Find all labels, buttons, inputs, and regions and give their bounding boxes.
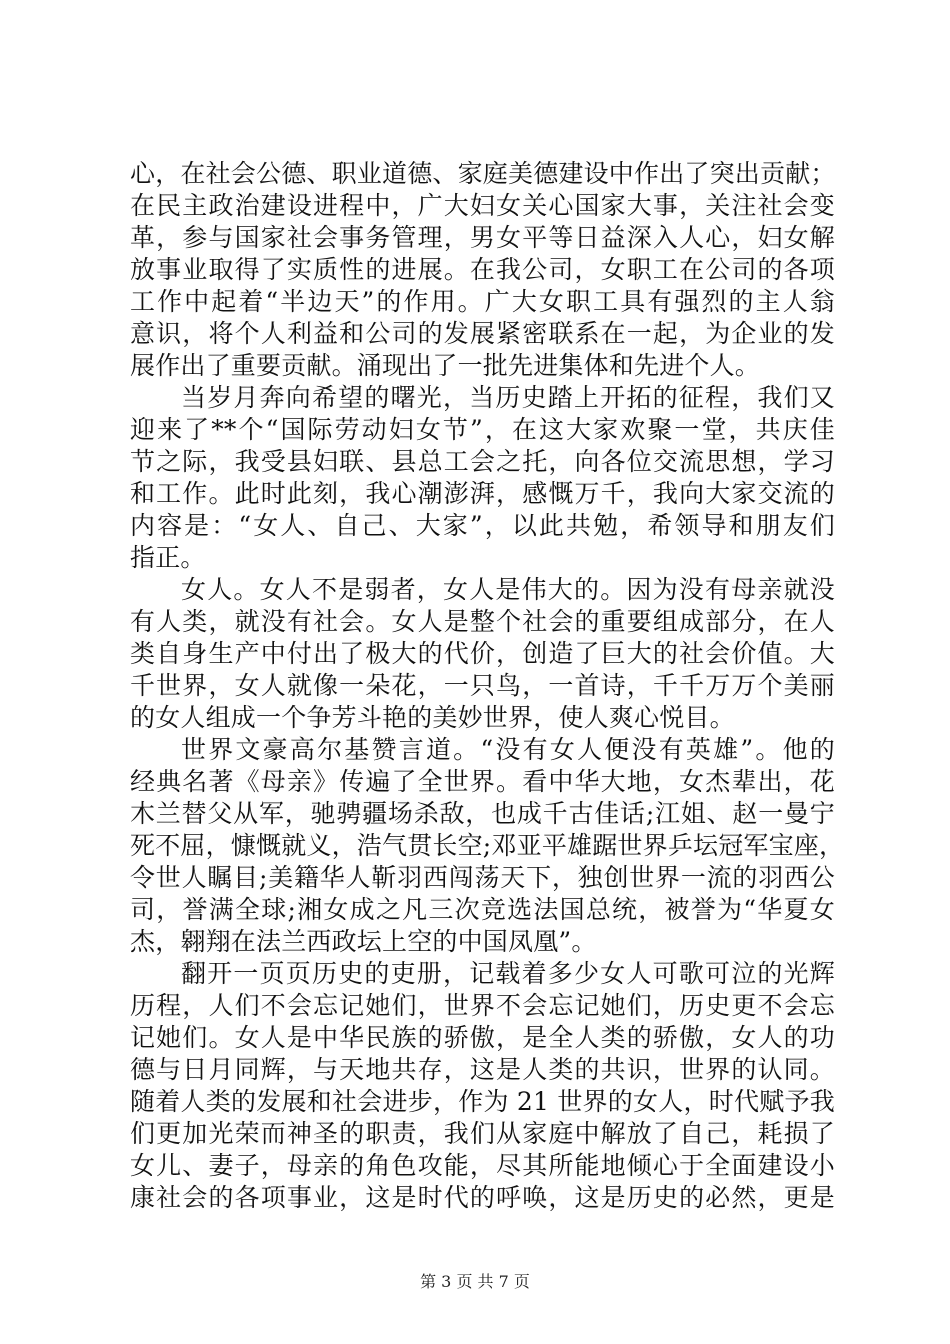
text-line: 记她们。女人是中华民族的骄傲，是全人类的骄傲，女人的功 [130, 1023, 835, 1052]
text-line: 心，在社会公德、职业道德、家庭美德建设中作出了突出贡献； [130, 159, 836, 188]
text-line: 女儿、妻子，母亲的角色攻能，尽其所能地倾心于全面建设小 [130, 1151, 835, 1180]
document-body [130, 158, 845, 1214]
text-line: 当岁月奔向希望的曙光，当历史踏上开拓的征程，我们又 [181, 383, 835, 412]
text-line: 经典名著《母亲》传遍了全世界。看中华大地，女杰辈出，花 [130, 767, 835, 796]
page-number-footer: 第 3 页 共 7 页 [420, 1272, 530, 1291]
text-line: 翻开一页页历史的吏册，记载着多少女人可歌可泣的光辉 [181, 959, 835, 988]
text-line: 有人类，就没有社会。女人是整个社会的重要组成部分，在人 [130, 607, 835, 636]
text-line: 指正。 [130, 543, 206, 572]
text-line: 死不屈，慷慨就义，浩气贯长空;邓亚平雄踞世界乒坛冠军宝座， [130, 831, 845, 860]
text-line: 世界文豪高尔基赞言道。“没有女人便没有英雄”。他的 [181, 735, 835, 764]
text-line: 内容是：“女人、自己、大家”，以此共勉，希领导和朋友们 [130, 511, 835, 540]
text-line: 们更加光荣而神圣的职责，我们从家庭中解放了自己，耗损了 [130, 1119, 835, 1148]
text-line: 司，誉满全球;湘女成之凡三次竞选法国总统，被誉为“华夏女 [130, 895, 835, 924]
text-line: 令世人瞩目;美籍华人靳羽西闯荡天下，独创世界一流的羽西公 [130, 863, 835, 892]
text-line: 和工作。此时此刻，我心潮澎湃，感慨万千，我向大家交流的 [130, 479, 835, 508]
text-line: 千世界，女人就像一朵花，一只鸟，一首诗，千千万万个美丽 [130, 671, 835, 700]
text-line: 节之际，我受县妇联、县总工会之托，向各位交流思想，学习 [130, 447, 835, 476]
text-line: 历程，人们不会忘记她们，世界不会忘记她们，历史更不会忘 [130, 991, 835, 1020]
text-line: 放事业取得了实质性的进展。在我公司，女职工在公司的各项 [130, 255, 835, 284]
text-line: 展作出了重要贡献。涌现出了一批先进集体和先进个人。 [130, 351, 761, 380]
text-line: 迎来了**个“国际劳动妇女节”，在这大家欢聚一堂，共庆佳 [130, 415, 835, 444]
text-line: 康社会的各项事业，这是时代的呼唤，这是历史的必然，更是 [130, 1183, 835, 1212]
text-line: 随着人类的发展和社会进步，作为 21 世界的女人，时代赋予我 [130, 1087, 835, 1116]
text-line: 意识，将个人利益和公司的发展紧密联系在一起，为企业的发 [130, 319, 835, 348]
text-line: 杰，翱翔在法兰西政坛上空的中国凤凰”。 [130, 927, 597, 956]
text-line: 类自身生产中付出了极大的代价，创造了巨大的社会价值。大 [130, 639, 835, 668]
text-line: 革，参与国家社会事务管理，男女平等日益深入人心，妇女解 [130, 223, 835, 252]
text-line: 在民主政治建设进程中，广大妇女关心国家大事，关注社会变 [130, 191, 835, 220]
text-line: 德与日月同辉，与天地共存，这是人类的共识，世界的认同。 [130, 1055, 835, 1084]
text-line: 女人。女人不是弱者，女人是伟大的。因为没有母亲就没 [181, 575, 835, 604]
text-line: 木兰替父从军，驰骋疆场杀敌，也成千古佳话;江姐、赵一曼宁 [130, 799, 835, 828]
text-line: 的女人组成一个争芳斗艳的美妙世界，使人爽心悦目。 [130, 703, 735, 732]
text-line: 工作中起着“半边天”的作用。广大女职工具有强烈的主人翁 [130, 287, 835, 316]
